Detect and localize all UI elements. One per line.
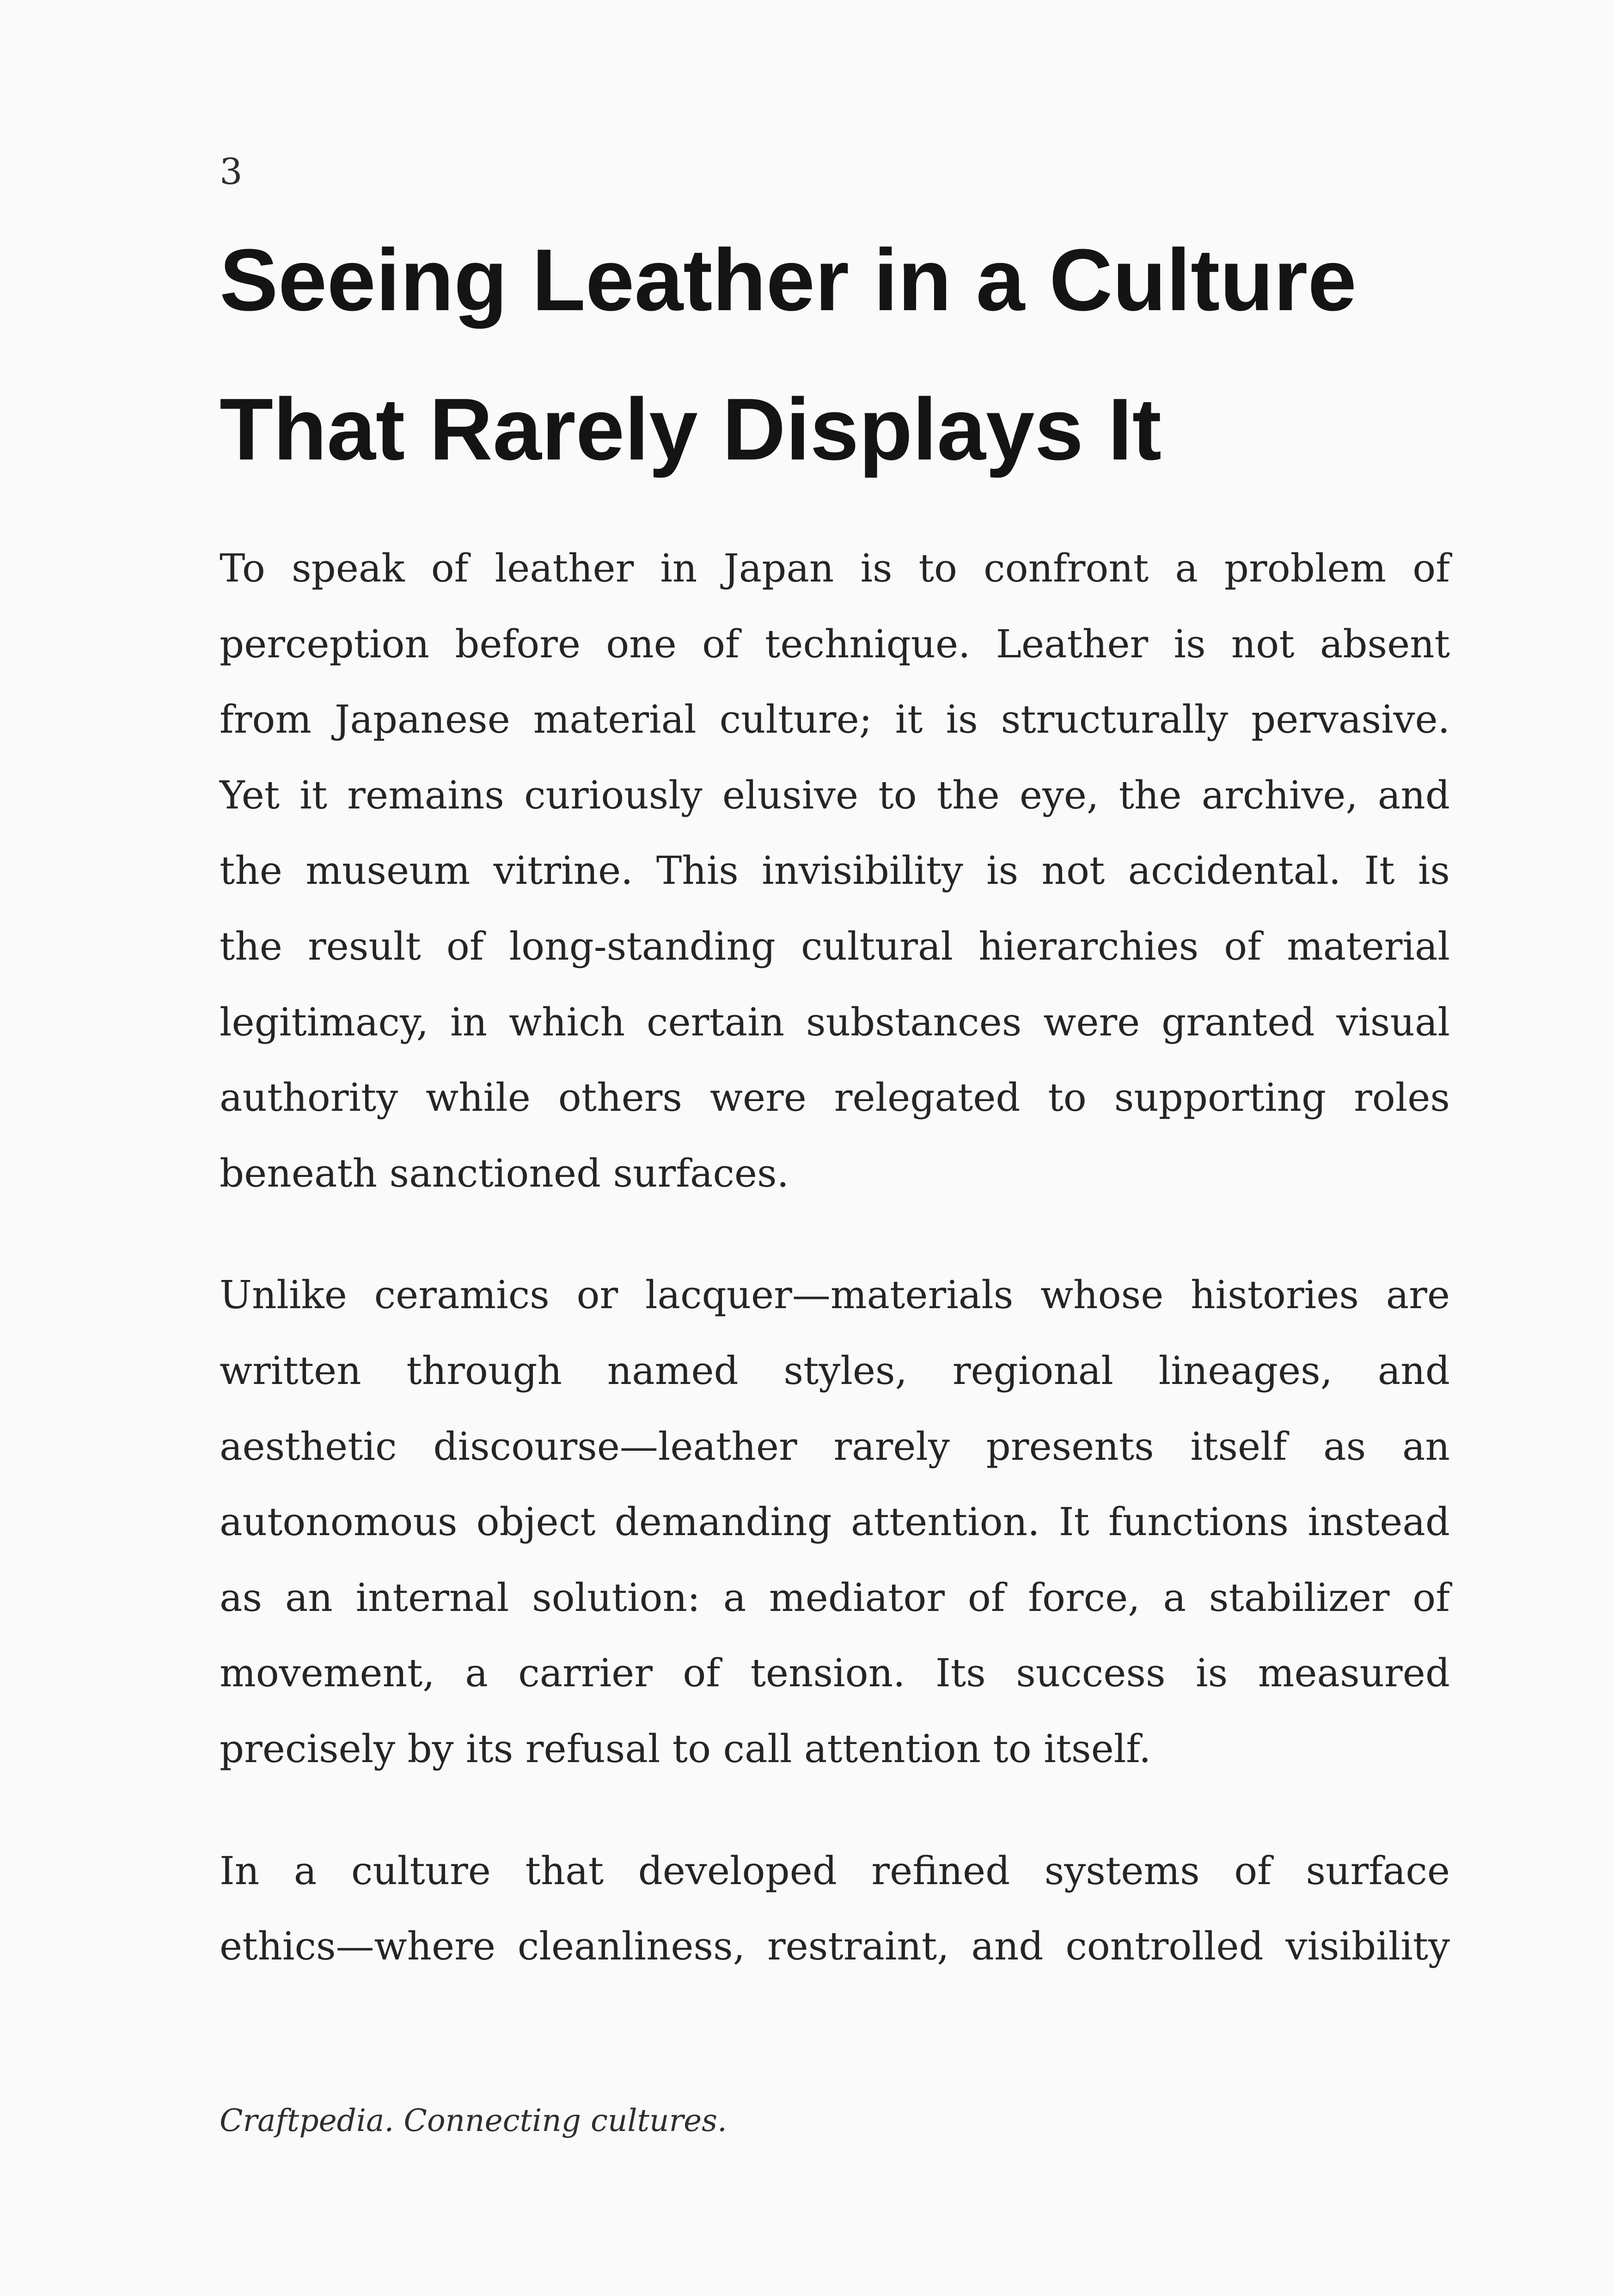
text-line: precisely by its refusal to call attention to itself. [220,1726,1151,1771]
body-text [220,531,1450,2031]
text-line: ethics—where cleanliness, restraint, and controlled visibility [220,1924,1450,1969]
paragraph [220,1833,1450,1984]
text-line: perception before one of technique. Leather is not absent [220,621,1450,667]
text-line: the result of long-standing cultural hierarchies of material [220,924,1450,969]
text-line: autonomous object demanding attention. It functions instead [220,1500,1450,1545]
paragraph [220,1257,1450,1787]
text-line: movement, a carrier of tension. Its success is measured [220,1651,1450,1696]
text-line: the museum vitrine. This invisibility is not accidental. It is [220,848,1450,894]
text-line: as an internal solution: a mediator of force, a stabilizer of [220,1575,1450,1620]
text-line: written through named styles, regional lineages, and [220,1348,1450,1393]
text-line: from Japanese material culture; it is structurally pervasive. [220,697,1450,742]
paragraph [220,531,1450,1211]
text-line: Unlike ceramics or lacquer—materials whose histories are [220,1273,1450,1318]
footer-tagline: Craftpedia. Connecting cultures. [220,2103,728,2138]
text-line: legitimacy, in which certain substances were granted visual [220,999,1450,1045]
text-line: beneath sanctioned surfaces. [220,1151,789,1196]
chapter-title: Seeing Leather in a Culture That Rarely Displays It [220,231,1357,478]
text-line: authority while others were relegated to supporting roles [220,1075,1450,1120]
text-line: In a culture that developed refined systems of surface [220,1848,1450,1893]
text-line: Yet it remains curiously elusive to the eye, the archive, and [220,772,1450,818]
text-line: To speak of leather in Japan is to confront a problem of [220,546,1450,591]
page-number: 3 [220,151,243,193]
text-line: aesthetic discourse—leather rarely presents itself as an [220,1424,1450,1469]
